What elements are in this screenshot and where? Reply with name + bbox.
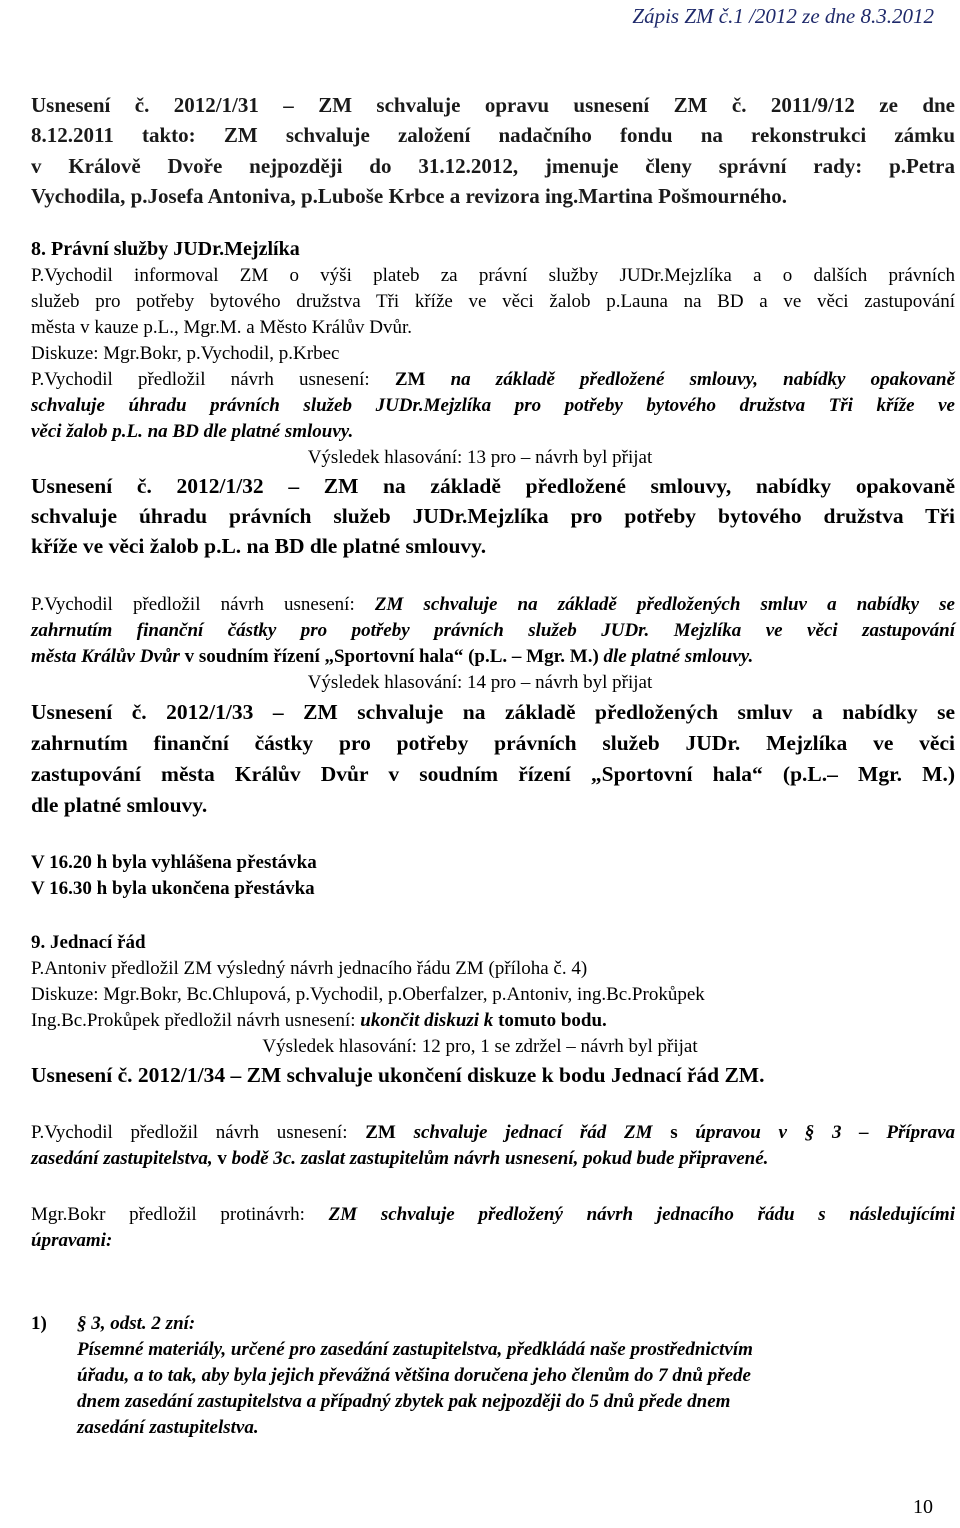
- proposal-text-1: schvaluje jednací řád ZM: [413, 1122, 671, 1143]
- item-text-line-4: zasedání zastupitelstva.: [77, 1417, 259, 1438]
- counter-proposal-line-2: úpravami:: [31, 1230, 113, 1251]
- proposal-text-1: ZM schvaluje na základě předložených smluv a nabídky se: [374, 594, 955, 615]
- counter-proposal-intro: Mgr.Bokr předložil protinávrh:: [31, 1204, 329, 1225]
- page-number: 10: [913, 1496, 933, 1518]
- sec8-paragraph-line-1: P.Vychodil informoval ZM o výši plateb za právní služby JUDr.Mejzlíka a o dalších právních: [31, 265, 955, 286]
- resolution-32-line-2: schvaluje úhradu právních služeb JUDr.Mejzlíka pro potřeby bytového družstva Tři: [31, 504, 955, 528]
- block2-proposal-line-3: [31, 645, 753, 669]
- sec8-vote-result: Výsledek hlasování: 13 pro – návrh byl přijat: [307, 447, 653, 468]
- block2-vote-result: Výsledek hlasování: 14 pro – návrh byl přijat: [307, 672, 653, 693]
- proposal-intro: P.Vychodil předložil návrh usnesení:: [31, 369, 395, 390]
- break-end: V 16.30 h byla ukončena přestávka: [31, 878, 315, 899]
- sec8-proposal-line-1: [31, 368, 955, 392]
- sec8-proposal-line-3: věci žalob p.L. na BD dle platné smlouvy.: [31, 421, 354, 442]
- sec8-discussion: Diskuze: Mgr.Bokr, p.Vychodil, p.Krbec: [31, 343, 340, 364]
- proposal-text-2b: Mejzlíka pro potřeby bytového družstva Tři kříže ve: [423, 395, 955, 416]
- resolution-32-line-3: kříže ve věci žalob p.L. na BD dle platné smlouvy.: [31, 534, 487, 558]
- sec8-proposal-line-2: [31, 394, 955, 418]
- proposal-text-3a: města Králův Dvůr: [31, 646, 185, 667]
- proposal-text-2: s: [670, 1122, 696, 1143]
- counter-proposal-line-1: [31, 1203, 955, 1227]
- resolution-31-line-1: Usnesení č. 2012/1/31 – ZM schvaluje opravu usnesení ZM č. 2011/9/12 ze dne: [31, 93, 955, 117]
- sec9-vote-result: Výsledek hlasování: 12 pro, 1 se zdržel – návrh byl přijat: [262, 1036, 698, 1057]
- proposal-text-5: v: [217, 1148, 232, 1169]
- sec9-discussion: Diskuze: Mgr.Bokr, Bc.Chlupová, p.Vychodil, p.Oberfalzer, p.Antoniv, ing.Bc.Prokůpek: [31, 984, 705, 1005]
- item-text-line-1: Písemné materiály, určené pro zasedání zastupitelstva, předkládá naše prostřednictvím: [77, 1339, 753, 1360]
- proposal-text-2a: schvaluje úhradu právních služeb JUDr.: [31, 395, 424, 416]
- counter-proposal-text: ZM schvaluje předložený návrh jednacího řádu s následujícími: [328, 1204, 955, 1225]
- break-start: V 16.20 h byla vyhlášena přestávka: [31, 852, 317, 873]
- resolution-31-line-3: v Králově Dvoře nejpozději do 31.12.2012, jmenuje členy správní rady: p.Petra: [31, 154, 955, 178]
- sec8-paragraph-line-3: města v kauze p.L., Mgr.M. a Město Králův Dvůr.: [31, 317, 412, 338]
- proposal-text-2: tomuto bodu.: [493, 1010, 607, 1031]
- resolution-33-line-1: Usnesení č. 2012/1/33 – ZM schvaluje na základě předložených smluv a nabídky se: [31, 700, 955, 724]
- resolution-31-line-4: Vychodila, p.Josefa Antoniva, p.Luboše Krbce a revizora ing.Martina Pošmourného.: [31, 184, 788, 208]
- proposal-intro: Ing.Bc.Prokůpek předložil návrh usnesení:: [31, 1010, 361, 1031]
- proposal-text-1: ukončit diskuzi k: [360, 1010, 494, 1031]
- item-text-line-2: úřadu, a to tak, aby byla jejich převážná většina doručena jeho členům do 7 dnů přede: [77, 1365, 751, 1386]
- sec9-v-proposal-line-2: [31, 1147, 768, 1171]
- proposal-intro: P.Vychodil předložil návrh usnesení:: [31, 594, 375, 615]
- proposal-text-3: úpravou v § 3 – Příprava: [695, 1122, 956, 1143]
- resolution-32-line-1: Usnesení č. 2012/1/32 – ZM na základě předložené smlouvy, nabídky opakovaně: [31, 474, 955, 498]
- proposal-zm: ZM: [365, 1122, 414, 1143]
- resolution-31-line-2: 8.12.2011 takto: ZM schvaluje založení nadačního fondu na rekonstrukci zámku: [31, 123, 955, 147]
- page-header-title: Zápis ZM č.1 /2012 ze dne 8.3.2012: [632, 4, 934, 28]
- item-text-line-3: dnem zasedání zastupitelstva a případný zbytek pak nejpozději do 5 dnů přede dnem: [77, 1391, 731, 1412]
- resolution-33-line-2: zahrnutím finanční částky pro potřeby právních služeb JUDr. Mejzlíka ve věci: [31, 731, 955, 755]
- item-heading: § 3, odst. 2 zní:: [77, 1313, 196, 1334]
- resolution-33-line-3: zastupování města Králův Dvůr v soudním řízení „Sportovní hala“ (p.L.– Mgr. M.): [31, 762, 955, 786]
- proposal-text-6: bodě 3c. zaslat zastupitelům návrh usnesení, pokud bude připravené.: [231, 1148, 769, 1169]
- block2-proposal-line-2: zahrnutím finanční částky pro potřeby právních služeb JUDr. Mejzlíka ve věci zastupování: [31, 620, 955, 641]
- proposal-text-3c: dle platné smlouvy.: [598, 646, 754, 667]
- resolution-33-line-4: dle platné smlouvy.: [31, 793, 208, 817]
- section-8-heading: 8. Právní služby JUDr.Mejzlíka: [31, 238, 300, 260]
- proposal-zm: ZM: [394, 369, 451, 390]
- proposal-text-1: na základě předložené smlouvy, nabídky opakovaně: [450, 369, 956, 390]
- proposal-text-3b: v soudním řízení „Sportovní hala“ (p.L. – Mgr. M.): [184, 646, 599, 667]
- proposal-text-4: zasedání zastupitelstva,: [31, 1148, 218, 1169]
- proposal-intro: P.Vychodil předložil návrh usnesení:: [31, 1122, 366, 1143]
- sec9-v-proposal-line-1: [31, 1121, 955, 1145]
- resolution-34: Usnesení č. 2012/1/34 – ZM schvaluje ukončení diskuze k bodu Jednací řád ZM.: [31, 1063, 765, 1087]
- section-9-heading: 9. Jednací řád: [31, 932, 146, 953]
- sec9-proposal: [31, 1009, 607, 1033]
- item-number: 1): [31, 1313, 47, 1334]
- sec9-paragraph: P.Antoniv předložil ZM výsledný návrh jednacího řádu ZM (příloha č. 4): [31, 958, 588, 979]
- sec8-paragraph-line-2: služeb pro potřeby bytového družstva Tři kříže ve věci žalob p.Launa na BD a ve věci zastupování: [31, 291, 955, 312]
- block2-proposal-line-1: [31, 593, 955, 617]
